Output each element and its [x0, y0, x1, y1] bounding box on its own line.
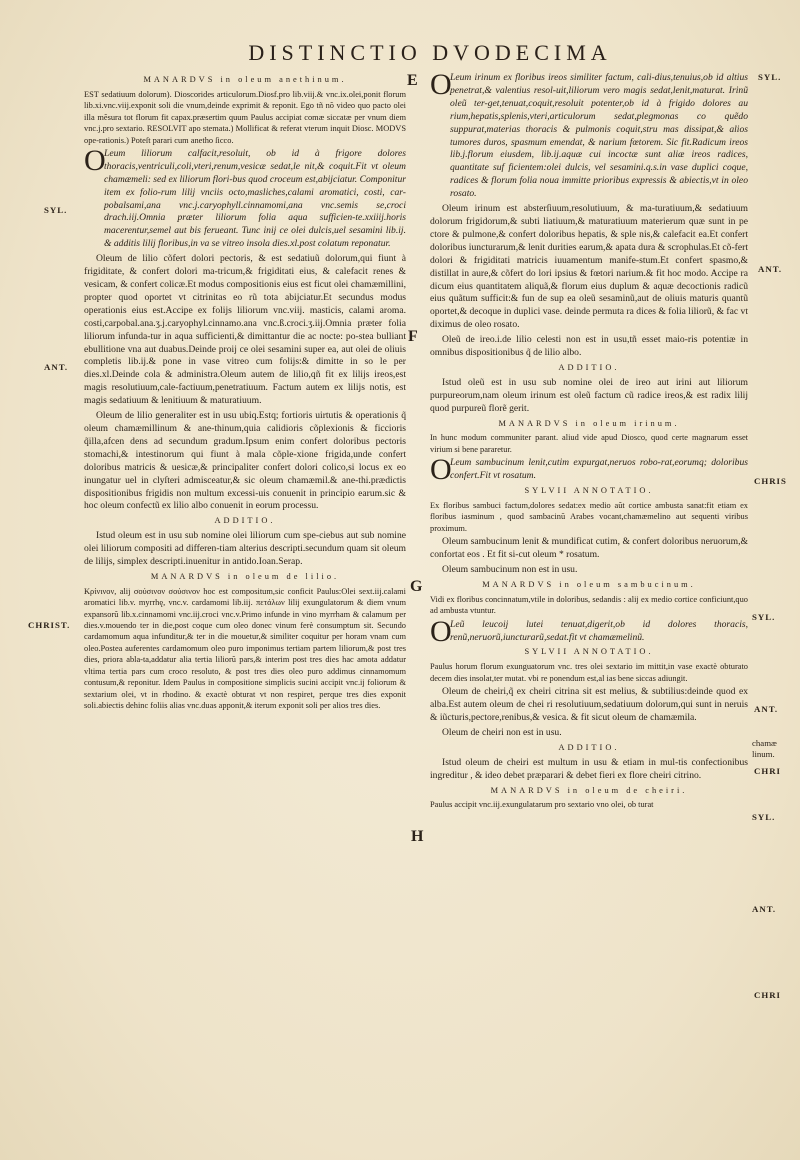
- left-column: [84, 72, 406, 713]
- body-paragraph: Oleũ de ireo.i.de lilio celesti non est in usu,tñ esset maio-ris potentiæ in omnibus dispositionibus q̃ de lilio albo.: [430, 334, 748, 359]
- manardus-heading: MANARDVS in oleum irinum.: [498, 418, 680, 428]
- margin-note-syl-right-1: SYL.: [758, 72, 782, 82]
- commentary-paragraph: In hunc modum communiter parant. aliud vide apud Diosco, quod certe magnarum esset virium si bene pararetur.: [430, 433, 748, 454]
- body-paragraph: Oleum de lilio generaliter est in usu ubiq.Estq; fortioris uirtutis & operationis q̃ oleum chamæmillinum & ane-thinum,quia calidioris cõplexionis & ficcioris q̃illa,afcen dens ad secundum gradum.Ipsum enim confert doloribus pectoris stomachi,& intestinorum qui fiunt à mala cõple-xione frigida,unde confert doloribus matricis & uesicæ,& principaliter confert dolori colico,si locus ex eo inungatur uel in clyſteri admisceatur,& sic oleum chamæmil.& ane-thi.prædictis dispositionibus frigidis non multum excessi-uis conuenit in principio earum.sic & hoc oleum confectũ ex lilio albo conuenit in eorum processu.: [84, 410, 406, 512]
- margin-note-chamae-linum: chamæ linum.: [752, 738, 777, 759]
- section-letter-g: G: [410, 578, 423, 595]
- italic-recipe-text: Leum sambucinum lenit,cutim expurgat,neruos robo-rat,eorumq; doloribus confert.Fit vt rosatum.: [450, 457, 748, 482]
- commentary-paragraph: Paulus accipit vnc.iij.exungulatarum pro sextario vno olei, ob turat: [430, 800, 654, 810]
- additio-heading: ADDITIO.: [558, 362, 620, 372]
- body-paragraph: Oleum de cheiri non est in usu.: [442, 726, 562, 738]
- sylvius-heading: SYLVII ANNOTATIO.: [524, 486, 654, 496]
- margin-note-chris-right-1: CHRIS: [754, 476, 787, 486]
- margin-note-syl-right-2: SYL.: [752, 612, 776, 622]
- sylvius-heading: SYLVII ANNOTATIO.: [524, 647, 654, 657]
- margin-note-ant-right-2: ANT.: [754, 704, 779, 714]
- italic-recipe-paragraph: [430, 68, 748, 201]
- body-paragraph: Istud oleum est in usu sub nomine olei liliorum cum spe-ciebus aut sub nomine olei liliorum compositi ad differen-tiam alterius descripti.secundum quam sit oleum de lilijs, simplex descripti.inuenitur in antido.Ioan.Serap.: [84, 530, 406, 568]
- margin-note-ant-right-1: ANT.: [758, 264, 783, 274]
- drop-cap-letter: O: [430, 614, 452, 648]
- manardus-heading: MANARDVS in oleum de lilio.: [150, 571, 340, 581]
- body-paragraph: Istud oleũ est in usu sub nomine olei de ireo aut irini aut liliorum purpureorum,nam oleum irinum est oleũ factum cũ radice ireos,& est radix lilij quod purpureũ florẽ gerit.: [430, 376, 748, 414]
- italic-recipe-paragraph: [84, 143, 406, 251]
- margin-note-chris-right-3: CHRI: [754, 990, 781, 1000]
- additio-heading: ADDITIO.: [558, 742, 620, 752]
- right-column: [430, 68, 748, 813]
- commentary-paragraph: Vidi ex floribus concinnatum,vtile in doloribus, sedandis : alij ex medio cortice conficiunt,quo ad ambusta vtuntur.: [430, 594, 748, 616]
- margin-note-syl-right-3: SYL.: [752, 812, 776, 822]
- manardus-heading: MANARDVS in oleum anethinum.: [143, 75, 347, 84]
- running-head: DISTINCTIO DVODECIMA: [248, 40, 612, 65]
- italic-recipe-text: Leũ leucoij lutei tenuat,digerit,ob id dolores thoracis, renũ,neruorũ,iuncturarũ,sedat.fit vt chamæmelinũ.: [450, 618, 748, 643]
- italic-recipe-paragraph: [430, 614, 748, 648]
- commentary-paragraph: Ex floribus sambuci factum,dolores sedat:ex medio aũt cortice ambusta sanat:fit etiam ex floribus iasminum , quod sambacinũ Arabes vocant,chamæmelino aut sequenti viribus proximum.: [430, 501, 748, 533]
- body-paragraph: Istud oleum de cheiri est multum in usu & etiam in mul-tis confectionibus ingreditur , & ideo debet præparari & debet fieri ex flore cheiri citrino.: [430, 756, 748, 781]
- manardus-heading: MANARDVS in oleum de cheiri.: [490, 785, 688, 795]
- drop-cap-letter: O: [430, 68, 452, 101]
- commentary-paragraph: EST sedatiuum dolorum). Dioscorides articulorum.Diosf.pro lib.viij.& vnc.ix.olei,ponit florum lib.xi.vnc.viij.exponit soli die vnum,deinde exprimit & reponit. Ego tñ nõ video quo pacto olei illa mẽsura tot florum fit capax.præsertim quum Paulus accipiat comæ siccatæ per vnum diem vnc.j.pro sextario. RESOLVIT apo stemata.) Mollificat & referat vterum inquit Diosc. MODVS ope-rationis.) Poteſt parari cum anetho ſicco.: [84, 89, 406, 145]
- section-letter-e: E: [407, 72, 418, 89]
- body-paragraph: Oleum sambucinum non est in usu.: [442, 564, 578, 576]
- margin-note-ant: ANT.: [44, 362, 69, 372]
- body-paragraph: Oleum sambucinum lenit & mundificat cutim, & confert doloribus neruorum,& confortat eos . Et fit si-cut oleum * rosatum.: [430, 536, 748, 561]
- drop-cap-letter: O: [430, 453, 452, 487]
- margin-note-christ: CHRIST.: [28, 620, 71, 630]
- margin-note-syl: SYL.: [44, 205, 68, 215]
- section-letter-h: H: [411, 828, 424, 845]
- margin-note-chris-right-2: CHRI: [754, 766, 781, 776]
- commentary-paragraph: Κρίνινον, alij σούσινον σούσινον hoc est compositum,sic conficit Paulus:Olei sext.iij.calami aromatici lib.v. myrrhę, vnc.v. cardamomi lib.iij. πετάλων lilij exungulatorum & diem vnum expansorũ lib.x.cinnamomi vnc.iij.croci vnc.v.Primo infunde in vino myrrham & calamum per dies.v.mouendo ter in die,post coque cum oleo donec vinum ferè consumptum sit. Secundo cardamomum aqua infunditur,& ter in die mouetur,& similiter coquitur per horam vnam cum oleo.Postea auferentes cardamomum oleo puro imponimus tertiam partem liliorum,& post tres dies, priora abla-ta,addatur alia tertia liliorũ pars,& interim post tres dies hac amota addatur vltima tertia pars cum croco resoluto, & post tres dies oleo puro addimus cinnamomum contusum,& reponitur. Idem Paulus in compositione simplicis sucini accipit vnc.ij foliorum & sextarium olei, vt in rhodino. & exactè obturat vt non respiret, perque tres dies exponit soli.abiectis dehinc foliis alias vnc.duas apponit,& iterum exponit soli per alios tres dies.: [84, 586, 406, 710]
- italic-recipe-text: Leum irinum ex floribus ireos similiter factum, cali-dius,tenuius,ob id altius penetrat,& valentius resol-uit,liliorum vero magis sedat,lenit,maturat. Irinũ oleũ ter-get,tenuat,coquit,resoluit potenter,ob id à frigido dolores au rium,hepatis,splenis,vteri,articulorum sedat,plegmonas co quẽdo suppurat,materias thoracis & pulmonis coquit,stru mas dissipat,& alios tumores duros, spasmum emendat, & narium fœtorem. Sic fit.Radicum ireos lib.j.florum eiusdem, lib.ij.aquæ cui incoctæ sunt aliæ ireos radices, quantitate suf ficientem:olei dulcis, vel sesamini.q.s.in vase duplici coque, radices & florum folia noua immitte prioribus expressis & abiectis,vt in oleo rosato.: [450, 72, 748, 200]
- section-letter-f: F: [408, 328, 418, 345]
- italic-recipe-paragraph: [430, 453, 748, 487]
- additio-heading: ADDITIO.: [214, 516, 276, 526]
- commentary-paragraph: Paulus horum florum exunguatorum vnc. tres olei sextario im mittit,in vase exactè obturato decem dies insolat,ter mutat. vbi re ponendum est,al ias bene siccas adiungit.: [430, 662, 748, 683]
- drop-cap-letter: O: [84, 143, 106, 177]
- body-paragraph: Oleum de cheiri,q̃ ex cheiri citrina sit est melius, & subtilius:deinde quod ex alba.Est autem oleum de chei ri resolutiuum,sedatiuum dolorum,qui sunt in neruis & iũcturis,pectore,renibus,& vesica. & fit sicut oleum de chamæmila.: [430, 686, 748, 723]
- body-paragraph: Oleum de lilio cõfert dolori pectoris, & est sedatiuũ dolorum,qui fiunt à frigiditate, & confert dolori ma-tricum,& frigiditati eius, & calefacit renes & vesicam, & confert colicæ.Et modus compositionis eius est ficut olei chamæmillini, propter quod oportet vt citrinitas eo rũ tota abijciatur.Et secundus modus operationis eius est.Accipe ex folijs liliorum vnc.viij. masticis, calami aroma. costi,carpobal.ana.ʒ.j.caryophyl.cinnamo.ana vnc.ß.croci.ʒ.iij.Omnia præter folia liliorum infunda-tur in aqua sufficienti,& dimittantur die ac nocte: po-stea bulliant ebullitione vna aut duabus.Deinde proij ce olei sesamini super ea, aut olei de oliuis completis lib.ij.& pone in vase vitreo cum folijs:& dimitte in so le per dies.xl.Deinde cola & administra.Oleum autem de lilio,qñ fit ex lilijs ireos,est magis resolutiuum,cale-factiuum,penetratiuum. Factum autem ex lilijs notis, est magis sedatiuum & lenitiuum & maturatiuum.: [84, 253, 406, 407]
- body-paragraph: Oleum irinum est absterſiuum,resolutiuum, & ma-turatiuum,& sedatiuum dolorum frigidorum,& subti liatiuum,& maturatiuum materierum quæ sunt in pe ctore & pulmone,& confert doloribus hepatis, & sple nis,& calefacit ea.Et confert doloribus iuncturarum,& lenit durities earum,& apata dura & scrophulas.Et cõ-fert dolori & frigiditati matricis iuuamentum manife-stum.Et confert spasmo,& distillat in aure,& cõfert do lori ipsius & fœtori narium.& fit hoc modo. Accipe ra dicum eius quantitatem aliquã,& florum eius duplum & aquæ decoctionis radicũ eius quãtum sufficit:& fun de sup ea oleũ sesaminũ,aut de oliuis maturis quantũ oportet,& decoque in duplici vase. deinde permuta ra dices & folia liliorũ, & fac vt diximus de oleo rosato.: [430, 203, 748, 331]
- margin-note-ant-right-3: ANT.: [752, 904, 777, 914]
- manardus-heading: MANARDVS in oleum sambucinum.: [482, 579, 696, 589]
- italic-recipe-text: Leum liliorum calfacit,resoluit, ob id à frigore dolores thoracis,ventriculi,coli,vteri,renum,vesicæ sedat,le nit,& coquit.Fit vt oleum chamæmeli: sed ex liliorum flori-bus quod croceum est,abijciatur. Componitur item ex folio-rum lilij vnciis octo,masliches,calami aromatici, costi, car-pobalsami,ana vnc.j.caryophyll.cinnamomi,ana vnc.semis se,croci drach.iij.Omnia præter liliorum folia aqua sufficien-te.xxiiij.horis macerentur,semel aut bis ferueant. Tunc inij ce olei dulcis,uel sesamini lib.ij. & additis lilij floribus,in va se vitreo insola dies.xl.post colatum reponatur.: [104, 147, 406, 250]
